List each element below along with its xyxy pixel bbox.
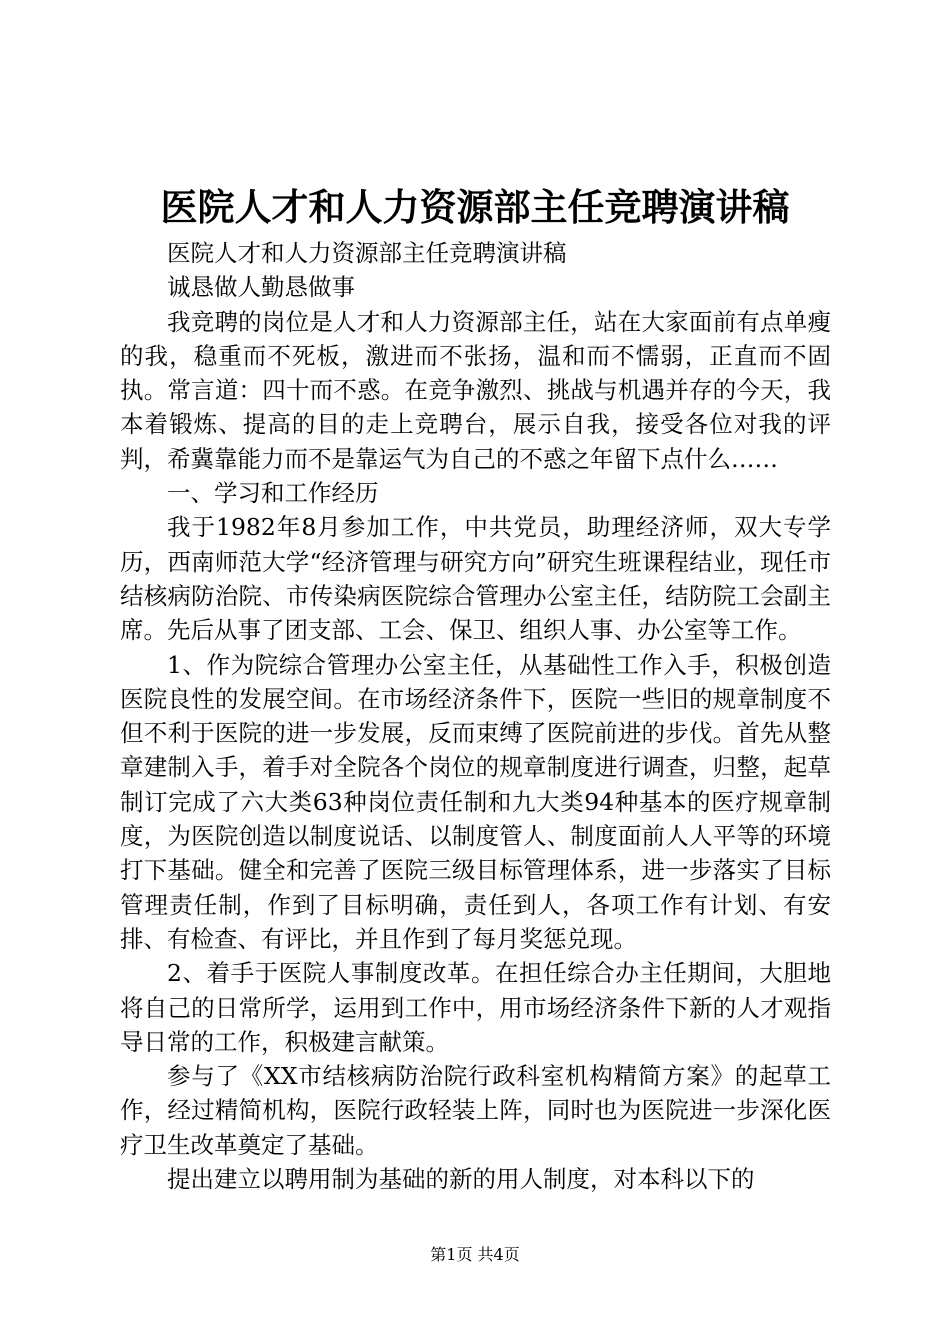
paragraph-intro: 我竞聘的岗位是人才和人力资源部主任，站在大家面前有点单瘦的我，稳重而不死板，激进而不张扬，温和而不懦弱，正直而不固执。常言道：四十而不惑。在竞争激烈、挑战与机遇并存的今天，我本着锻炼、提高的目的走上竞聘台，展示自我，接受各位对我的评判，希冀靠能力而不是靠运气为自己的不惑之年留下点什么…… (120, 307, 831, 473)
paragraph-reform: 参与了《XX市结核病防治院行政科室机构精简方案》的起草工作，经过精简机构，医院行政轻装上阵，同时也为医院进一步深化医疗卫生改革奠定了基础。 (120, 1062, 831, 1159)
document-title: 医院人才和人力资源部主任竞聘演讲稿 (160, 185, 790, 229)
paragraph-item-2: 2、着手于医院人事制度改革。在担任综合办主任期间，大胆地将自己的日常所学，运用到工作中，用市场经济条件下新的人才观指导日常的工作，积极建言献策。 (120, 959, 831, 1056)
paragraph-hiring: 提出建立以聘用制为基础的新的用人制度，对本科以下的 (167, 1165, 755, 1194)
subtitle-line: 医院人才和人力资源部主任竞聘演讲稿 (167, 239, 567, 267)
document-body (120, 236, 831, 1196)
paragraph-background: 我于1982年8月参加工作，中共党员，助理经济师，双大专学历，西南师范大学“经济管理与研究方向”研究生班课程结业，现任市结核病防治院、市传染病医院综合管理办公室主任，结防院工会副主席。先后从事了团支部、工会、保卫、组织人事、办公室等工作。 (120, 513, 831, 645)
motto-line: 诚恳做人勤恳做事 (167, 273, 355, 302)
section-heading: 一、学习和工作经历 (167, 479, 379, 508)
paragraph-item-1: 1、作为院综合管理办公室主任，从基础性工作入手，积极创造医院良性的发展空间。在市场经济条件下，医院一些旧的规章制度不但不利于医院的进一步发展，反而束缚了医院前进的步伐。首先从整章建制入手，着手对全院各个岗位的规章制度进行调查，归整，起草制订完成了六大类63种岗位责任制和九大类94种基本的医疗规章制度，为医院创造以制度说话、以制度管人、制度面前人人平等的环境打下基础。健全和完善了医院三级目标管理体系，进一步落实了目标管理责任制，作到了目标明确，责任到人，各项工作有计划、有安排、有检查、有评比，并且作到了每月奖惩兑现。 (120, 650, 831, 953)
page-total: 共4页 (477, 1245, 520, 1264)
page-footer (0, 1244, 950, 1266)
page-number: 第1页 (430, 1245, 473, 1264)
